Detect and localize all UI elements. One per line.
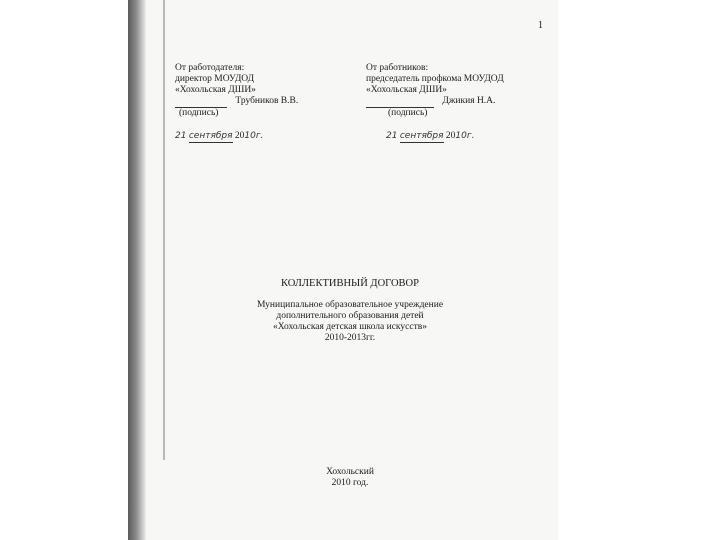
employees-date [386, 131, 504, 143]
employees-signature [366, 96, 434, 108]
institution-line-2: дополнительного образования детей [276, 311, 424, 321]
employer-name: Трубников В.В. [235, 96, 299, 106]
employees-block [366, 63, 504, 143]
employees-date-month: сентября [399, 131, 444, 141]
employees-date-day: 21 [386, 131, 398, 141]
employer-signature [175, 96, 227, 108]
employees-date-year: 20 [445, 131, 456, 141]
document-title: КОЛЛЕКТИВНЫЙ ДОГОВОР [281, 278, 419, 289]
employer-signature-line [175, 96, 298, 108]
employees-name: Джикия Н.А. [442, 96, 496, 106]
employer-date-year-suffix: 10г. [244, 131, 264, 141]
binding-thread [163, 0, 165, 460]
employer-date-day: 21 [175, 131, 187, 141]
employer-sign-hint: (подпись) [179, 108, 219, 118]
binding-edge [128, 0, 146, 540]
employer-block [175, 63, 298, 143]
footer-year: 2010 год. [331, 478, 369, 488]
employer-date-month: сентября [188, 131, 233, 141]
employees-org: «Хохольская ДШИ» [366, 85, 447, 95]
contract-years: 2010-2013гг. [324, 333, 376, 343]
employer-date [175, 131, 298, 143]
employees-signature-line [366, 96, 504, 108]
employees-sign-hint: (подпись) [388, 108, 428, 118]
employees-date-year-suffix: 10г. [455, 131, 475, 141]
institution-line-1: Муниципальное образовательное учреждение [256, 300, 444, 310]
employer-org: «Хохольская ДШИ» [175, 85, 256, 95]
institution-line-3: «Хохольская детская школа искусств» [273, 322, 427, 332]
employer-position: директор МОУДОД [175, 74, 255, 84]
page-number: 1 [538, 20, 543, 31]
employer-role: От работодателя: [175, 63, 245, 73]
employer-date-year: 20 [234, 131, 245, 141]
employees-role: От работников: [366, 63, 429, 73]
footer-block [180, 467, 520, 489]
institution-block [180, 300, 520, 344]
footer-place: Хохольский [326, 467, 374, 477]
employees-position: председатель профкома МОУДОД [366, 74, 504, 84]
